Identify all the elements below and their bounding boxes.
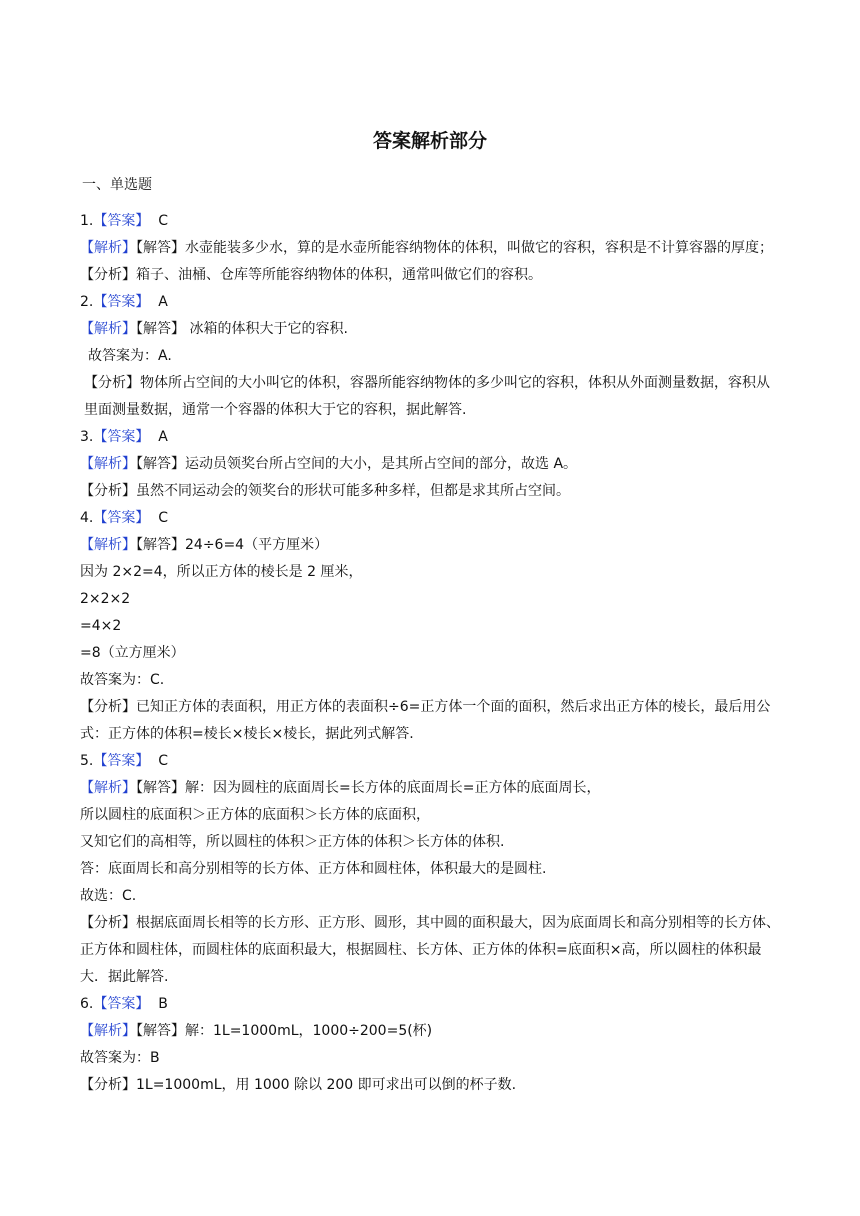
question-5-explain	[80, 775, 780, 802]
explain-label: 【解析】	[80, 1023, 136, 1039]
page-title: 答案解析部分	[372, 130, 487, 152]
explain-label: 【解析】	[80, 321, 136, 337]
question-5-analysis: 【分析】根据底面周长相等的长方形、正方形、圆形，其中圆的面积最大，因为底面周长和高分别相等的长方体、正方体和圆柱体，而圆柱体的底面积最大，根据圆柱、长方体、正方体的体积=底面积×高，所以圆柱的体积最大．据此解答.	[80, 915, 780, 985]
answer-body	[80, 208, 780, 1099]
question-6-explain	[80, 1018, 780, 1045]
question-4-explain	[80, 532, 780, 559]
answer-label: 【答案】	[93, 996, 150, 1012]
question-5-answer	[80, 748, 780, 775]
explain-label: 【解析】	[80, 240, 136, 256]
explain-text: 【解答】24÷6=4（平方厘米）	[136, 537, 329, 553]
explain-text: 【解答】解：1L=1000mL，1000÷200=5(杯)	[136, 1023, 433, 1039]
question-4-step: 故答案为：C.	[80, 672, 165, 688]
question-6-step: 故答案为：B	[80, 1050, 160, 1066]
answer-value: A	[158, 294, 168, 310]
question-2-analysis: 【分析】物体所占空间的大小叫它的体积，容器所能容纳物体的多少叫它的容积，体积从外面测量数据，容积从里面测量数据，通常一个容器的体积大于它的容积，据此解答.	[84, 375, 770, 418]
question-6-answer	[80, 991, 780, 1018]
answer-value: A	[158, 429, 168, 445]
question-3-analysis: 【分析】虽然不同运动会的领奖台的形状可能多种多样，但都是求其所占空间。	[80, 483, 570, 499]
question-5-step: 所以圆柱的底面积＞正方体的底面积＞长方体的底面积，	[80, 807, 430, 823]
question-4-step: 2×2×2	[80, 591, 131, 607]
answer-label: 【答案】	[93, 510, 150, 526]
question-4-step: 因为 2×2=4，所以正方体的棱长是 2 厘米，	[80, 564, 363, 580]
answer-label: 【答案】	[93, 213, 150, 229]
section-heading: 一、单选题	[82, 177, 152, 193]
answer-value: C	[158, 213, 169, 229]
question-5-step: 故选：C.	[80, 888, 137, 904]
question-3-answer	[80, 424, 780, 451]
explain-label: 【解析】	[80, 780, 136, 796]
question-5-step: 答：底面周长和高分别相等的长方体、正方体和圆柱体，体积最大的是圆柱.	[80, 861, 547, 877]
question-4-answer	[80, 505, 780, 532]
question-4-step: =8（立方厘米）	[80, 645, 185, 661]
question-1-analysis: 【分析】箱子、油桶、仓库等所能容纳物体的体积，通常叫做它们的容积。	[80, 267, 542, 283]
answer-label: 【答案】	[93, 753, 150, 769]
question-number: 3.	[80, 429, 94, 445]
question-4-step: =4×2	[80, 618, 122, 634]
explain-label: 【解析】	[80, 537, 136, 553]
answer-label: 【答案】	[93, 429, 150, 445]
answer-label: 【答案】	[93, 294, 150, 310]
question-2-explain	[80, 316, 780, 343]
question-3-explain	[80, 451, 780, 478]
question-number: 5.	[80, 753, 94, 769]
question-6-analysis: 【分析】1L=1000mL，用 1000 除以 200 即可求出可以倒的杯子数.	[80, 1077, 517, 1093]
question-2-answer	[80, 289, 780, 316]
answer-value: C	[158, 753, 169, 769]
question-2-conclusion: 故答案为：A.	[88, 348, 172, 364]
explain-label: 【解析】	[80, 456, 136, 472]
explain-text: 【解答】 冰箱的体积大于它的容积.	[136, 321, 348, 337]
explain-text: 【解答】解：因为圆柱的底面周长=长方体的底面周长=正方体的底面周长，	[136, 780, 601, 796]
question-number: 2.	[80, 294, 94, 310]
question-number: 1.	[80, 213, 94, 229]
answer-value: C	[158, 510, 169, 526]
question-1-answer	[80, 208, 780, 235]
question-5-step: 又知它们的高相等，所以圆柱的体积＞正方体的体积＞长方体的体积.	[80, 834, 505, 850]
question-number: 6.	[80, 996, 94, 1012]
question-4-analysis: 【分析】已知正方体的表面积，用正方体的表面积÷6=正方体一个面的面积，然后求出正方体的棱长，最后用公式：正方体的体积=棱长×棱长×棱长，据此列式解答.	[80, 699, 771, 742]
question-1-explain	[80, 235, 780, 262]
explain-text: 【解答】运动员领奖台所占空间的大小，是其所占空间的部分，故选 A。	[136, 456, 578, 472]
answer-value: B	[158, 996, 168, 1012]
question-number: 4.	[80, 510, 94, 526]
explain-text: 【解答】水壶能装多少水，算的是水壶所能容纳物体的体积，叫做它的容积，容积是不计算容器的厚度；	[136, 240, 773, 256]
